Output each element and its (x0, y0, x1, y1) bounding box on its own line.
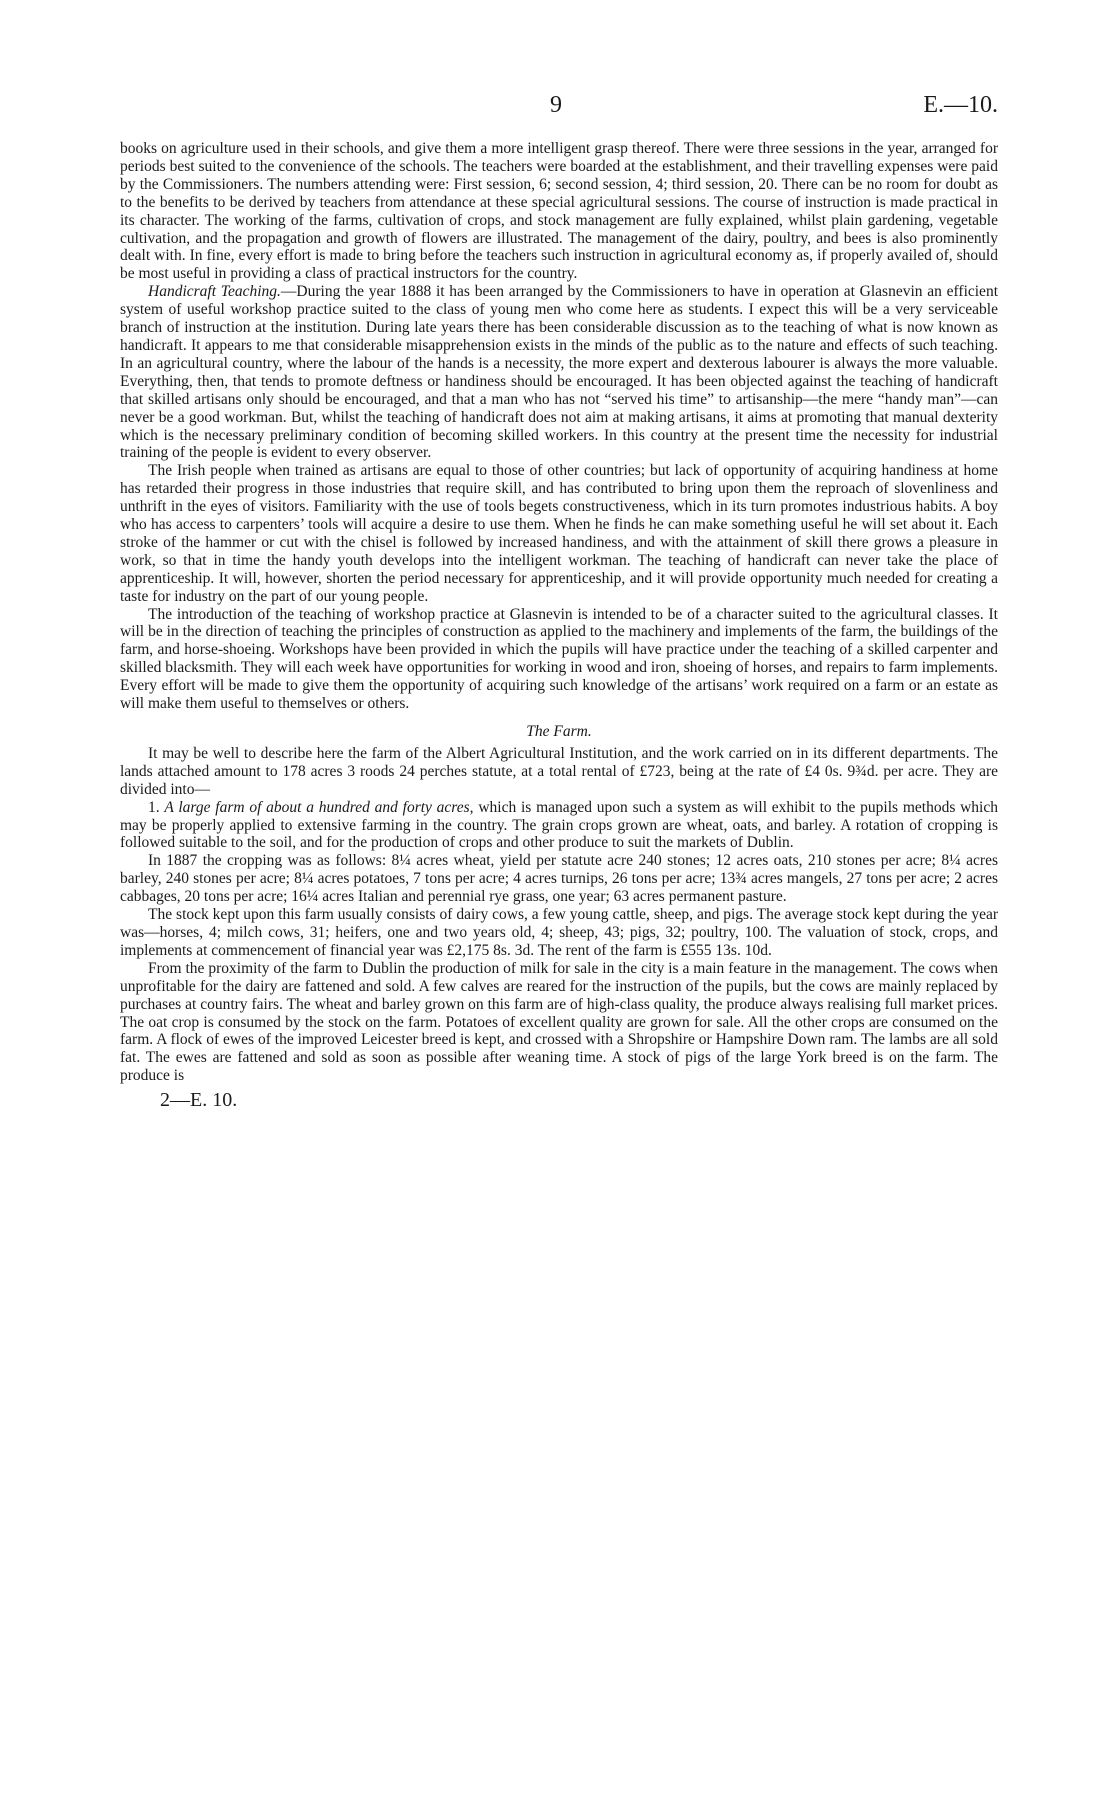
list-item-lead: A large farm of about a hundred and forty acres, (164, 798, 474, 816)
paragraph-agricultural-sessions (120, 140, 998, 283)
document-code: E.—10. (923, 92, 998, 118)
paragraph-cropping-1887 (120, 852, 998, 906)
paragraph-text: books on agriculture used in their schools, and give them a more intelligent grasp thereof. There were three sessions in the year, arranged for periods best suited to the convenience of the schools. The teachers were boarded at the establishment, and their travelling expenses were paid by the Commissioners. The numbers attending were: First session, 6; second session, 4; third session, 20. There can be no room for doubt as to the benefits to be derived by teachers from attendance at these special agricultural sessions. The course of instruction is made practical in its character. The working of the farms, cultivation of crops, and stock management are fully explained, whilst plain gardening, vegetable cultivation, and the propagation and growth of flowers are illustrated. The management of the dairy, poultry, and bees is also prominently dealt with. In fine, every effort is made to bring before the teachers such instruction in agricultural economy as, if properly availed of, should be most useful in providing a class of practical instructors for the country. (120, 140, 998, 283)
paragraph-large-farm (120, 799, 998, 853)
paragraph-text: In 1887 the cropping was as follows: 8¼ acres wheat, yield per statute acre 240 stones; 12 acres oats, 210 stones per acre; 8¼ acres barley, 240 stones per acre; 8¼ acres potatoes, 7 tons per acre; 4 acres turnips, 26 tons per acre; 13¾ acres mangels, 27 tons per acre; 2 acres cabbages, 20 tons per acre; 16¼ acres Italian and perennial rye grass, one year; 63 acres permanent pasture. (120, 852, 998, 906)
printer-signature-mark: 2—E. 10. (160, 1089, 238, 1112)
list-item-number: 1. (148, 798, 160, 816)
paragraph-workshop-practice (120, 606, 998, 713)
page-header (120, 92, 998, 132)
paragraph-text: which is managed upon such a system as will exhibit to the pupils methods which may be properly applied to extensive farming in the country. The grain crops grown are wheat, oats, and barley. A rotation of cropping is followed suitable to the soil, and for the production of crops and other produce to suit the markets of Dublin. (120, 798, 998, 852)
paragraph-farm-intro (120, 745, 998, 799)
section-heading-the-farm: The Farm. (526, 723, 592, 740)
paragraph-text: The stock kept upon this farm usually consists of dairy cows, a few young cattle, sheep, and pigs. The average stock kept during the year was—horses, 4; milch cows, 31; heifers, one and two years old, 4; sheep, 43; pigs, 32; poultry, 100. The valuation of stock, crops, and implements at commencement of financial year was £2,175 8s. 3d. The rent of the farm is £555 13s. 10d. (120, 906, 998, 959)
paragraph-farm-stock (120, 906, 998, 960)
paragraph-lead-heading: Handicraft Teaching. (148, 283, 281, 301)
body-text (120, 140, 998, 1085)
paragraph-irish-artisans (120, 462, 998, 605)
paragraph-text: From the proximity of the farm to Dublin the production of milk for sale in the city is a main feature in the management. The cows when unprofitable for the dairy are fattened and sold. A few calves are reared for the instruction of the pupils, but the cows are mainly replaced by purchases at country fairs. The wheat and barley grown on this farm are of high-class quality, the produce always realising full market prices. The oat crop is consumed by the stock on the farm. Potatoes of excellent quality are grown for sale. All the other crops are consumed on the farm. A flock of ewes of the improved Leicester breed is kept, and crossed with a Shropshire or Hampshire Down ram. The lambs are all sold fat. The ewes are fattened and sold as soon as possible after weaning time. A stock of pigs of the large York breed is on the farm. The produce is (120, 959, 998, 1085)
paragraph-text: The introduction of the teaching of workshop practice at Glasnevin is intended to be of a character suited to the agricultural classes. It will be in the direction of teaching the principles of construction as applied to the machinery and implements of the farm, the buildings of the farm, and horse-shoeing. Workshops have been provided in which the pupils will have practice under the teaching of a skilled carpenter and skilled blacksmith. They will each week have opportunities for working in wood and iron, shoeing of horses, and repairs to farm implements. Every effort will be made to give them the opportunity of acquiring such knowledge of the artisans’ work required on a farm or an estate as will make them useful to themselves or others. (120, 605, 998, 713)
paragraph-text: —During the year 1888 it has been arranged by the Commissioners to have in operation at Glasnevin an efficient system of useful workshop practice suited to the class of young men who come here as students. I expect this will be a very serviceable branch of instruction at the institution. During late years there has been considerable discussion as to the teaching of what is now known as handicraft. It appears to me that considerable misapprehension exists in the minds of the public as to the nature and effects of such teaching. In an agricultural country, where the labour of the hands is a necessity, the more expert and dexterous labourer is always the more valuable. Everything, then, that tends to promote deftness or handiness should be encouraged. It has been objected against the teaching of handicraft that skilled artisans only should be encouraged, and that a man who has not “served his time” to artisanship—the mere “handy man”—can never be a good workman. But, whilst the teaching of handicraft does not aim at making artisans, it aims at promoting that manual dexterity which is the necessary preliminary condition of becoming skilled workers. In this country at the present time the necessity for industrial training of the people is evident to every observer. (120, 283, 998, 462)
page-number: 9 (550, 92, 562, 118)
paragraph-text: The Irish people when trained as artisans are equal to those of other countries; but lack of opportunity of acquiring handiness at home has retarded their progress in those industries that require skill, and has contributed to bring upon them the reproach of slovenliness and unthrift in the eyes of visitors. Familiarity with the use of tools begets constructiveness, which in its turn promotes industrious habits. A boy who has access to carpenters’ tools will acquire a desire to use them. When he finds he can make something useful he will set about it. Each stroke of the hammer or cut with the chisel is followed by increased handiness, and with the attainment of skill there grows a pleasure in work, so that in time the handy youth develops into the intelligent workman. The teaching of handicraft can never take the place of apprenticeship. It will, however, shorten the period necessary for apprenticeship, and it will provide opportunity much needed for creating a taste for industry on the part of our young people. (120, 462, 998, 605)
paragraph-milk-production (120, 960, 998, 1085)
paragraph-text: It may be well to describe here the farm of the Albert Agricultural Institution, and the work carried on in its different departments. The lands attached amount to 178 acres 3 roods 24 perches statute, at a total rental of £723, being at the rate of £4 0s. 9¾d. per acre. They are divided into— (120, 744, 998, 798)
document-page (120, 92, 998, 1112)
paragraph-handicraft-teaching (120, 283, 998, 462)
